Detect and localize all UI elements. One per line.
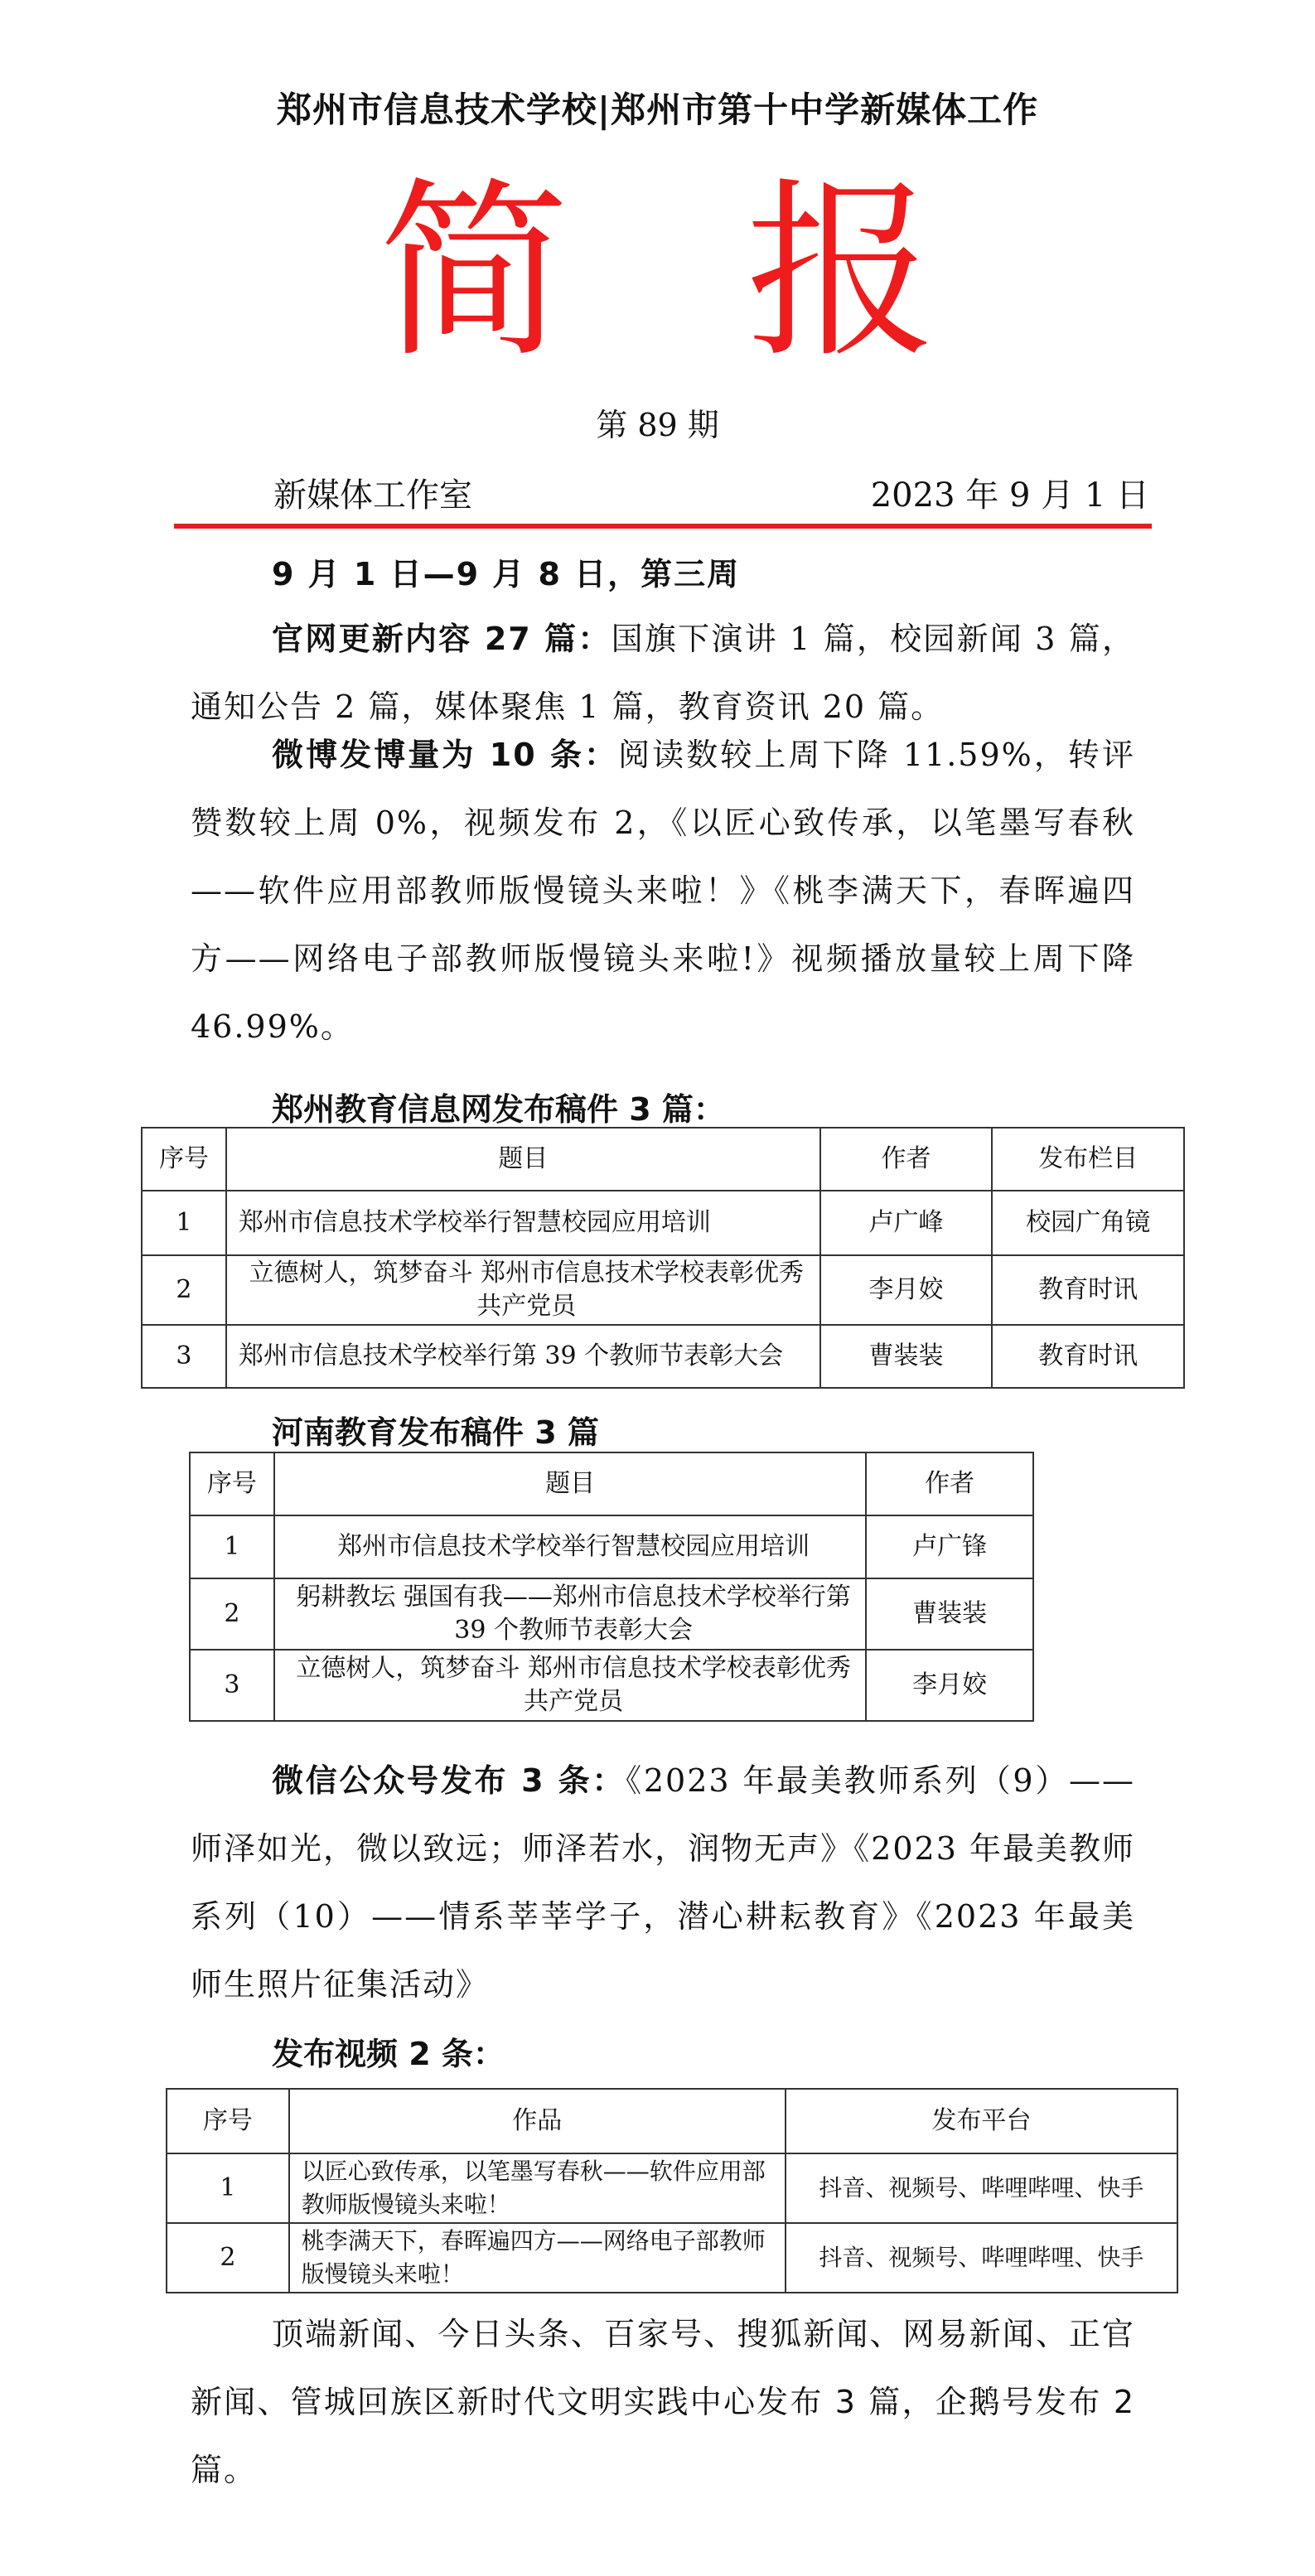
column-header: 序号 <box>167 2089 289 2153</box>
article-author: 李月姣 <box>820 1255 993 1325</box>
column-header: 作品 <box>289 2089 786 2153</box>
row-number: 2 <box>190 1578 274 1650</box>
table-row <box>190 1650 1033 1721</box>
article-author: 曹装装 <box>866 1578 1033 1650</box>
week-range: 9 月 1 日—9 月 8 日，第三周 <box>272 556 741 592</box>
column-header: 序号 <box>142 1128 226 1191</box>
column-header: 作者 <box>866 1452 1033 1515</box>
article-title: 躬耕教坛 强国有我——郑州市信息技术学校举行第 39 个教师节表彰大会 <box>274 1578 867 1650</box>
article-author: 卢广锋 <box>866 1515 1033 1578</box>
studio-name: 新媒体工作室 <box>273 476 472 515</box>
video-platforms: 抖音、视频号、哔哩哔哩、快手 <box>786 2223 1177 2293</box>
zz-edu-table <box>141 1127 1185 1389</box>
organization-line: 郑州市信息技术学校|郑州市第十中学新媒体工作 <box>276 89 1039 130</box>
table-row <box>142 1191 1184 1255</box>
column-header: 序号 <box>190 1452 274 1515</box>
article-title: 郑州市信息技术学校举行智慧校园应用培训 <box>274 1515 867 1578</box>
wechat-text: 《2023 年最美教师系列（9）——师泽如光，微以致远；师泽若水，润物无声》《2023 年最美教师系列（10）——情系莘莘学子，潜心耕耘教育》《2023 年最美师生照片征集活动》 <box>191 1762 1135 2003</box>
row-number: 1 <box>167 2153 289 2223</box>
row-number: 2 <box>167 2223 289 2293</box>
column-header: 作者 <box>820 1128 993 1191</box>
table-row <box>142 1325 1184 1388</box>
article-title: 立德树人，筑梦奋斗 郑州市信息技术学校表彰优秀共产党员 <box>226 1255 820 1325</box>
article-column: 校园广角镜 <box>992 1191 1184 1255</box>
row-number: 3 <box>190 1650 274 1721</box>
table-row <box>167 2153 1177 2223</box>
video-table <box>166 2088 1178 2293</box>
header-divider <box>174 524 1152 529</box>
hn-edu-table <box>189 1452 1034 1722</box>
article-title: 郑州市信息技术学校举行第 39 个教师节表彰大会 <box>226 1325 820 1388</box>
column-header: 题目 <box>274 1452 867 1515</box>
article-title: 郑州市信息技术学校举行智慧校园应用培训 <box>226 1191 820 1255</box>
article-column: 教育时讯 <box>992 1325 1184 1388</box>
table-row <box>167 2223 1177 2293</box>
column-header: 发布平台 <box>786 2089 1177 2153</box>
issue-number: 第 89 期 <box>596 407 719 443</box>
video-title: 以匠心致传承，以笔墨写春秋——软件应用部教师版慢镜头来啦！ <box>289 2153 786 2223</box>
weibo-text: 阅读数较上周下降 11.59%，转评赞数较上周 0%，视频发布 2，《以匠心致传承，以笔墨写春秋——软件应用部教师版慢镜头来啦！》《桃李满天下，春晖遍四方——网络电子部教师版慢镜头来啦!》视频播放量较上周下降 46.99%。 <box>191 737 1135 1045</box>
row-number: 2 <box>142 1255 226 1325</box>
weibo-summary <box>191 721 1135 1061</box>
video-title: 桃李满天下，春晖遍四方——网络电子部教师版慢镜头来啦！ <box>289 2223 786 2293</box>
table-header-row <box>167 2089 1177 2153</box>
wechat-lead: 微信公众号发布 3 条： <box>272 1762 626 1799</box>
table-header-row <box>142 1128 1184 1191</box>
table-row <box>142 1255 1184 1325</box>
row-number: 1 <box>142 1191 226 1255</box>
weibo-lead: 微博发博量为 10 条： <box>272 737 619 773</box>
table-row <box>190 1578 1033 1650</box>
issue-date: 2023 年 9 月 1 日 <box>870 476 1149 515</box>
article-title: 立德树人，筑梦奋斗 郑州市信息技术学校表彰优秀共产党员 <box>274 1650 867 1721</box>
article-column: 教育时讯 <box>992 1255 1184 1325</box>
table-header-row <box>190 1452 1033 1515</box>
website-lead: 官网更新内容 27 篇： <box>272 621 612 657</box>
hn-edu-heading: 河南教育发布稿件 3 篇 <box>272 1414 599 1451</box>
video-platforms: 抖音、视频号、哔哩哔哩、快手 <box>786 2153 1177 2223</box>
row-number: 1 <box>190 1515 274 1578</box>
video-heading: 发布视频 2 条： <box>272 2036 505 2072</box>
website-text: 国旗下演讲 1 篇，校园新闻 3 篇，通知公告 2 篇，媒体聚焦 1 篇，教育资讯 20 篇。 <box>191 621 1136 725</box>
brief-title: 简 报 <box>378 162 995 384</box>
row-number: 3 <box>142 1325 226 1388</box>
table-row <box>190 1515 1033 1578</box>
column-header: 题目 <box>226 1128 820 1191</box>
column-header: 发布栏目 <box>992 1128 1184 1191</box>
wechat-summary <box>191 1747 1135 2018</box>
article-author: 曹装装 <box>820 1325 993 1388</box>
article-author: 卢广峰 <box>820 1191 993 1255</box>
closing-summary: 顶端新闻、今日头条、百家号、搜狐新闻、网易新闻、正官新闻、管城回族区新时代文明实践中心发布 3 篇，企鹅号发布 2 篇。 <box>191 2316 1135 2488</box>
article-author: 李月姣 <box>866 1650 1033 1721</box>
zz-edu-heading: 郑州教育信息网发布稿件 3 篇： <box>272 1091 725 1128</box>
